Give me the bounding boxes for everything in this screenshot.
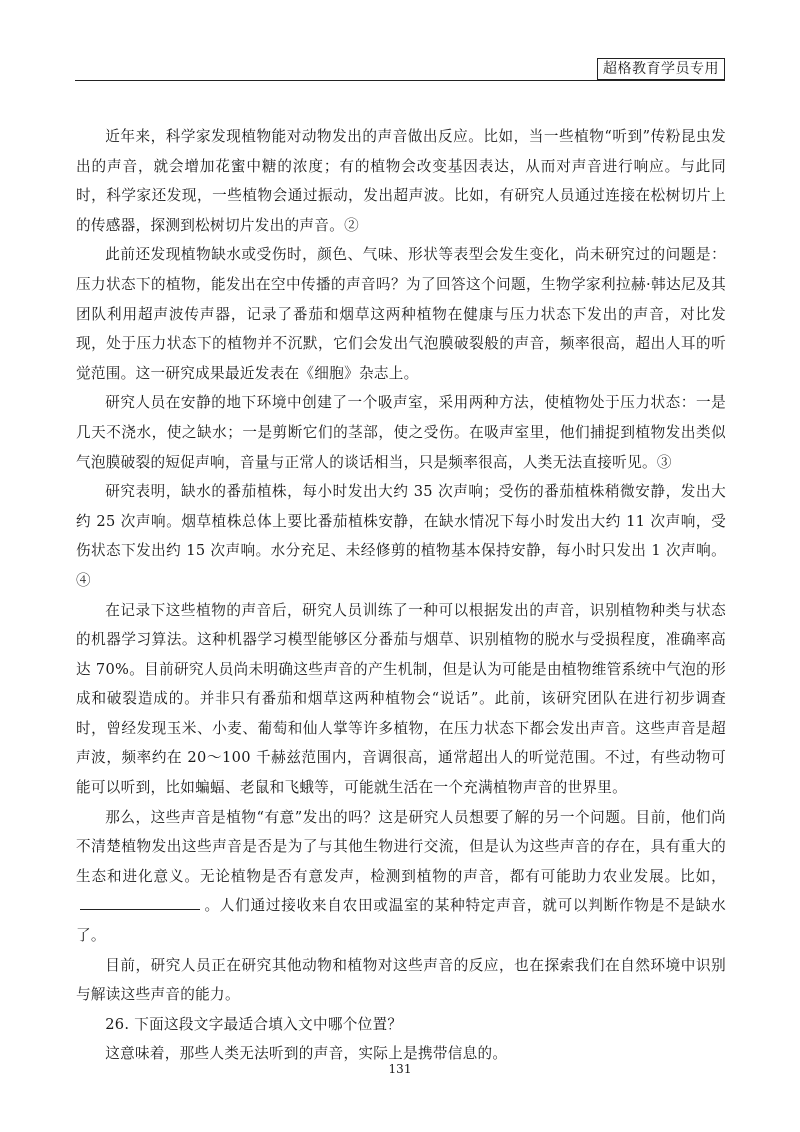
question-title: 26. 下面这段文字最适合填入文中哪个位置？ [105, 1015, 403, 1033]
paragraph-6 [76, 803, 726, 951]
header-label: 超格教育学员专用 [597, 58, 725, 80]
fill-in-blank [80, 895, 200, 910]
paragraph-6-after: 。人们通过接收来自农田或温室的某种特定声音，就可以判断作物是不是缺水了。 [76, 897, 726, 945]
paragraph-3: 研究人员在安静的地下环境中创建了一个吸声室，采用两种方法，使植物处于压力状态：一是几天不浇水，使之缺水；一是剪断它们的茎部，使之受伤。在吸声室里，他们捕捉到植物发出类似气泡膜破裂的短促声响，音量与正常人的谈话相当，只是频率很高，人类无法直接听见。③ [76, 394, 726, 471]
paragraph-1: 近年来，科学家发现植物能对动物发出的声音做出反应。比如，当一些植物“听到”传粉昆虫发出的声音，就会增加花蜜中糖的浓度；有的植物会改变基因表达，从而对声音进行响应。与此同时，科学家还发现，一些植物会通过振动，发出超声波。比如，有研究人员通过连接在松树切片上的传感器，探测到松树切片发出的声音。② [76, 128, 726, 234]
paragraph-6-before: 那么，这些声音是植物“有意”发出的吗？这是研究人员想要了解的另一个问题。目前，他们尚不清楚植物发出这些声音是否是为了与其他生物进行交流，但是认为这些声音的存在，具有重大的生态和进化意义。无论植物是否有意发声，检测到植物的声音，都有可能助力农业发展。比如， [76, 808, 726, 885]
page-number: 131 [388, 1062, 412, 1076]
header-rule [75, 80, 725, 81]
paragraph-7: 目前，研究人员正在研究其他动物和植物对这些声音的反应，也在探索我们在自然环境中识别与解读这些声音的能力。 [76, 956, 726, 1004]
paragraph-4: 研究表明，缺水的番茄植株，每小时发出大约 35 次声响；受伤的番茄植株稍微安静，发出大约 25 次声响。烟草植株总体上要比番茄植株安静，在缺水情况下每小时发出大约 11 次声响，受伤状态下发出约 15 次声响。水分充足、未经修剪的植物基本保持安静，每小时只发出 1 次声响。④ [76, 483, 726, 589]
paragraph-2: 此前还发现植物缺水或受伤时，颜色、气味、形状等表型会发生变化，尚未研究过的问题是：压力状态下的植物，能发出在空中传播的声音吗？为了回答这个问题，生物学家利拉赫·韩达尼及其团队利用超声波传声器，记录了番茄和烟草这两种植物在健康与压力状态下发出的声音，对比发现，处于压力状态下的植物并不沉默，它们会发出气泡膜破裂般的声音，频率很高，超出人耳的听觉范围。这一研究成果最近发表在《细胞》杂志上。 [76, 246, 726, 382]
paragraph-5: 在记录下这些植物的声音后，研究人员训练了一种可以根据发出的声音，识别植物种类与状态的机器学习算法。这种机器学习模型能够区分番茄与烟草、识别植物的脱水与受损程度，准确率高达 70%。目前研究人员尚未明确这些声音的产生机制，但是认为可能是由植物维管系统中气泡的形成和破裂造成的。并非只有番茄和烟草这两种植物会“说话”。此前，该研究团队在进行初步调查时，曾经发现玉米、小麦、葡萄和仙人掌等许多植物，在压力状态下都会发出声音。这些声音是超声波，频率约在 20～100 千赫兹范围内，音调很高，通常超出人的听觉范围。不过，有些动物可能可以听到，比如蝙蝠、老鼠和飞蛾等，可能就生活在一个充满植物声音的世界里。 [76, 601, 726, 797]
question-text: 这意味着，那些人类无法听到的声音，实际上是携带信息的。 [105, 1045, 508, 1063]
article-body [76, 122, 726, 1069]
